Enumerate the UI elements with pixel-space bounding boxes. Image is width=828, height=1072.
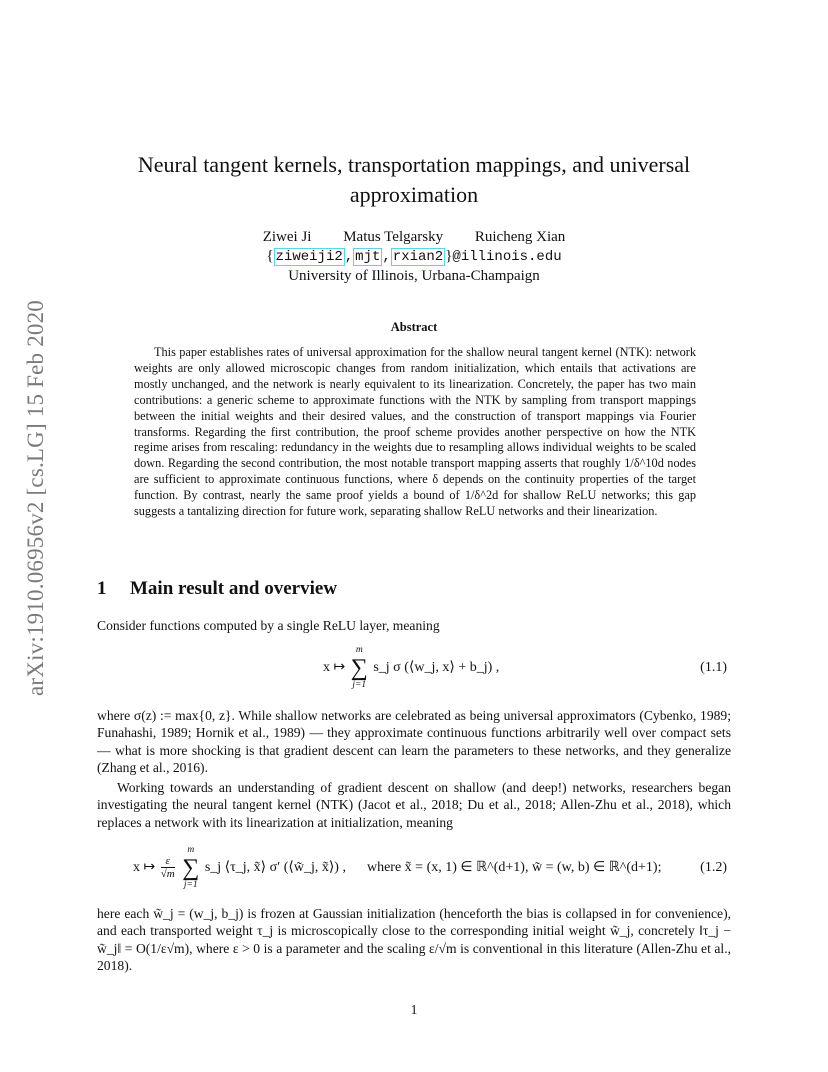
summation: m ∑ j=1 <box>350 645 368 690</box>
equation-number: (1.1) <box>700 660 727 675</box>
section-heading <box>97 578 337 600</box>
email-domain: @illinois.edu <box>452 249 562 265</box>
paper-title: Neural tangent kernels, transportation mappings, and universal approximation <box>137 152 691 207</box>
affiliation: University of Illinois, Urbana-Champaign <box>288 268 540 284</box>
equation-1-2 <box>97 838 731 898</box>
abstract-heading: Abstract <box>390 320 438 334</box>
section-number: 1 <box>97 578 107 599</box>
equation-lhs: x ↦ <box>133 860 156 876</box>
sum-upper: m <box>187 845 195 855</box>
author-name: Ruicheng Xian <box>474 229 566 245</box>
fraction-numerator: ε <box>161 855 175 868</box>
email-link[interactable]: ziweiji2 <box>275 249 343 265</box>
equation-rhs: s_j ⟨τ_j, x̃⟩ σ′ (⟨w̃_j, x̃⟩) , <box>204 860 346 876</box>
sum-lower: j=1 <box>183 880 198 890</box>
abstract-text: This paper establishes rates of universal approximation for the shallow neural tangent kernel (NTK): network weights are only allowed microscopic changes from random initialization, which entails that activations are mostly unchanged, and the network is nearly equivalent to its linearization. Concretely, the paper has two main contributions: a generic scheme to approximate functions with the NTK by sampling from transport mappings between the initial weights and their desired values, and the construction of transport mappings via Fourier transforms. Regarding the first contribution, the proof scheme provides another perspective on how the NTK regime arises from rescaling: redundancy in the weights due to resampling allows individual weights to be scaled down. Regarding the second contribution, the most notable transport mapping asserts that roughly 1/δ^10d nodes are sufficient to approximate continuous functions, where δ depends on the continuity properties of the target function. By contrast, nearly the same proof yields a bound of 1/δ^2d for shallow ReLU networks; this gap suggests a tantalizing direction for future work, separating shallow ReLU networks and their linearization. <box>134 345 696 519</box>
arxiv-id: arXiv:1910.06956v2 [cs.LG] 15 Feb 2020 <box>23 300 48 696</box>
paragraph: Working towards an understanding of gradient descent on shallow (and deep!) networks, researchers began investigating the neural tangent kernel (NTK) (Jacot et al., 2018; Du et al., 2018; Allen-Zhu et al., 2018), which replaces a network with its linearization at initialization, meaning <box>97 780 731 830</box>
arxiv-identifier-stamp[interactable] <box>20 258 52 738</box>
email-brace: { <box>266 248 274 264</box>
author-name: Matus Telgarsky <box>343 229 444 245</box>
sum-upper: m <box>355 645 363 655</box>
equation-body <box>133 845 661 891</box>
email-link[interactable]: rxian2 <box>392 249 444 265</box>
author-name: Ziwei Ji <box>262 229 312 245</box>
equation-where-clause: where x̃ = (x, 1) ∈ ℝ^(d+1), w̃ = (w, b) ∈ ℝ^(d+1); <box>366 860 662 876</box>
email-separator: , <box>382 249 391 265</box>
summation: m ∑ j=1 <box>182 845 200 890</box>
equation-lhs: x ↦ <box>323 660 346 676</box>
email-brace: } <box>445 248 453 264</box>
email-link[interactable]: mjt <box>355 249 381 265</box>
fraction <box>161 855 175 881</box>
page-number: 1 <box>410 1002 418 1017</box>
fraction-denominator: √m <box>160 868 175 880</box>
equation-number: (1.2) <box>700 860 727 875</box>
paragraph: where σ(z) := max{0, z}. While shallow networks are celebrated as being universal approximators (Cybenko, 1989; Funahashi, 1989; Hornik et al., 1989) — they approximate continuous functions arbitrarily well over compact sets — what is more shocking is that gradient descent can learn the parameters to these networks, and they generalize (Zhang et al., 2016). <box>97 708 731 776</box>
author-block <box>120 228 708 286</box>
paragraph: here each w̃_j = (w_j, b_j) is frozen at Gaussian initialization (henceforth the bias is collapsed in for convenience), and each transported weight τ_j is microscopically close to the corresponding initial weight w̃_j, concretely ‖τ_j − w̃_j‖ = O(1/ε√m), where ε > 0 is a parameter and the scaling ε/√m is conventional in this literature (Allen-Zhu et al., 2018). <box>97 906 731 974</box>
equation-1-1 <box>97 638 731 698</box>
section-title: Main result and overview <box>130 578 338 599</box>
email-separator: , <box>344 249 354 265</box>
paragraph: Consider functions computed by a single ReLU layer, meaning <box>97 618 440 633</box>
equation-body <box>323 645 499 691</box>
sum-lower: j=1 <box>352 680 367 690</box>
equation-rhs: s_j σ (⟨w_j, x⟩ + b_j) , <box>373 660 500 676</box>
author-names <box>120 228 708 247</box>
author-emails <box>120 247 708 267</box>
